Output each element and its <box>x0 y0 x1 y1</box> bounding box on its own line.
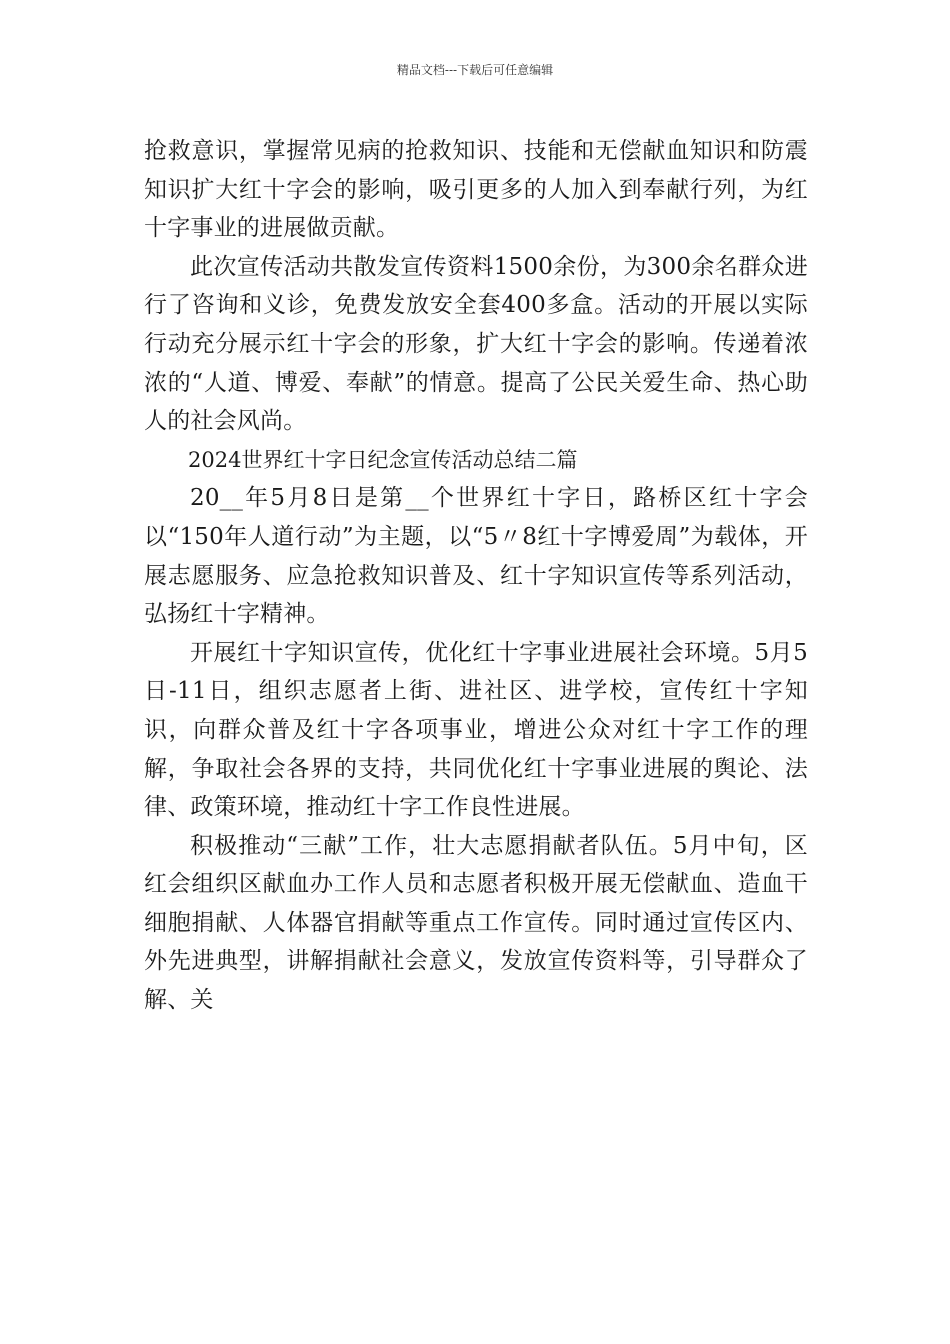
paragraph-red-cross-day: 20__年5月8日是第__个世界红十字日，路桥区红十字会以“150年人道行动”为主题，以“5〃8红十字博爱周”为载体，开展志愿服务、应急抢救知识普及、红十字知识宣传等系列活动，弘扬红十字精神。 <box>144 485 808 628</box>
paragraph-continuation: 抢救意识，掌握常见病的抢救知识、技能和无偿献血知识和防震知识扩大红十字会的影响，吸引更多的人加入到奉献行列，为红十字事业的进展做贡献。 <box>144 138 808 242</box>
section-title: 2024世界红十字日纪念宣传活动总结二篇 <box>188 447 578 472</box>
paragraph-three-donations: 积极推动“三献”工作，壮大志愿捐献者队伍。5月中旬，区红会组织区献血办工作人员和志愿者积极开展无偿献血、造血干细胞捐献、人体器官捐献等重点工作宣传。同时通过宣传区内、外先进典型，讲解捐献社会意义，发放宣传资料等，引导群众了解、关 <box>144 832 808 1014</box>
paragraph-campaign-results: 此次宣传活动共散发宣传资料1500余份，为300余名群众进行了咨询和义诊，免费发放安全套400多盒。活动的开展以实际行动充分展示红十字会的形象，扩大红十字会的影响。传递着浓浓的“人道、博爱、奉献”的情意。提高了公民关爱生命、热心助人的社会风尚。 <box>144 253 808 435</box>
document-body <box>144 132 808 1020</box>
paragraph-knowledge-promotion: 开展红十字知识宣传，优化红十字事业进展社会环境。5月5日-11日，组织志愿者上街、进社区、进学校，宣传红十字知识，向群众普及红十字各项事业，增进公众对红十字工作的理解，争取社会各界的支持，共同优化红十字事业进展的舆论、法律、政策环境，推动红十字工作良性进展。 <box>144 639 808 821</box>
page-header: 精品文档---下载后可任意编辑 <box>396 63 554 77</box>
